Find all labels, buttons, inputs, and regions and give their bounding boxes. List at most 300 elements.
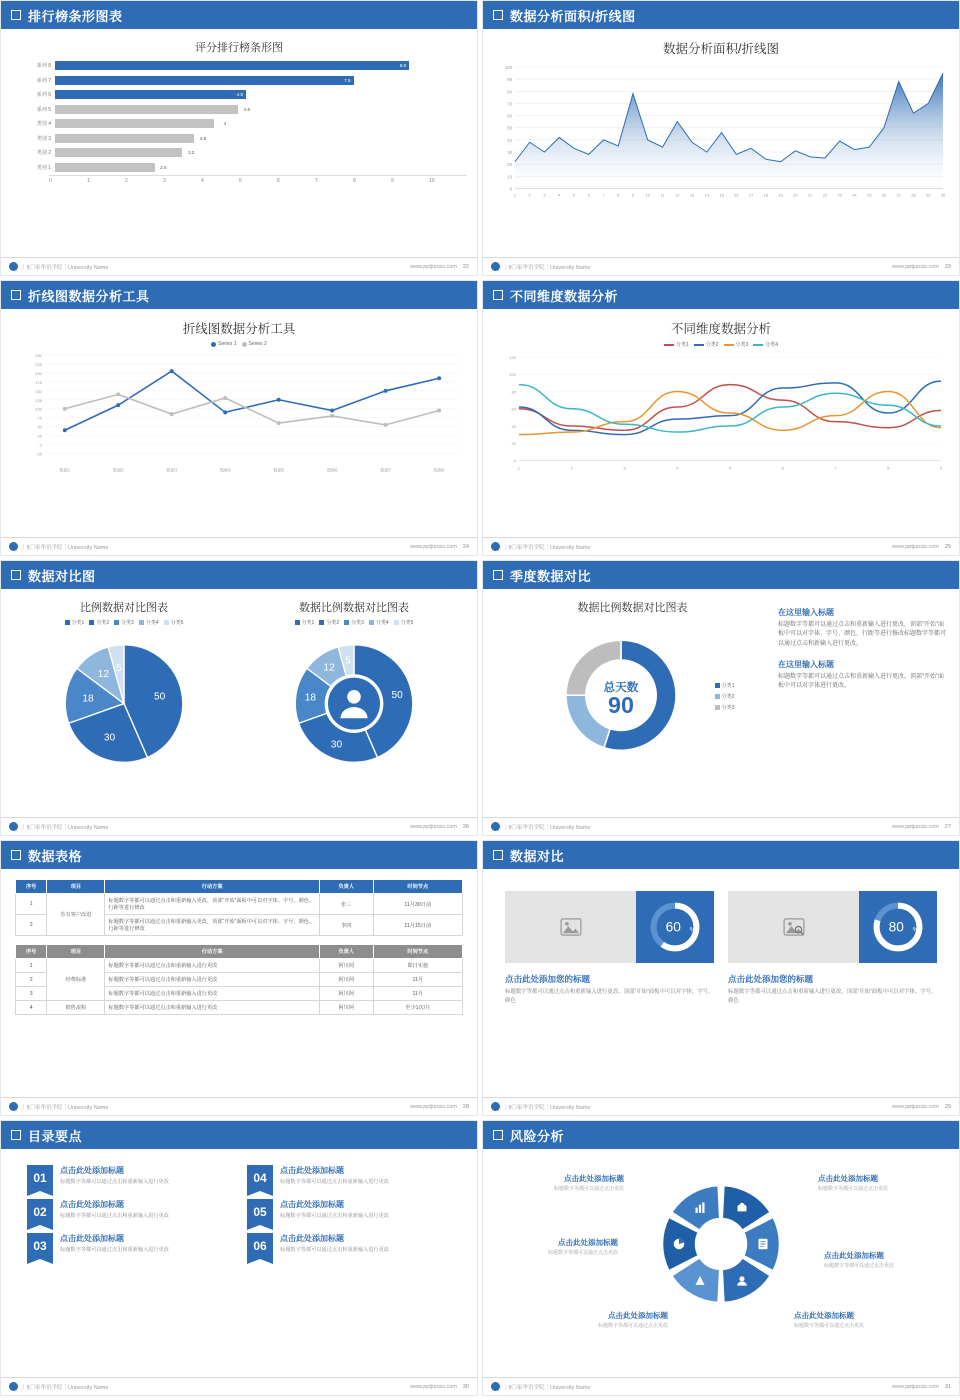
bar-value: 4.6: [243, 106, 251, 112]
legend-label: 分类4: [145, 620, 159, 626]
slide-area-line[interactable]: [482, 0, 960, 276]
table-cell: 标题数字等都可以通过点击和重新输入进行更改: [105, 959, 320, 973]
svg-text:150: 150: [35, 388, 42, 394]
percent-value: 60: [665, 919, 681, 935]
list-item-text: [280, 1199, 389, 1221]
svg-text:80: 80: [507, 89, 512, 95]
slide-line-tool[interactable]: [0, 280, 478, 556]
x-tick: 5: [239, 178, 242, 184]
risk-label-body: 标题数字等都可以通过点击更改: [553, 1186, 624, 1192]
risk-label-body: 标题数字等都可以通过点击更改: [794, 1323, 865, 1329]
slide-marker-icon: [493, 10, 503, 20]
list-item[interactable]: [247, 1233, 451, 1259]
legend-item: [114, 619, 134, 626]
footer-university: ｜§〇家华语学院｜University Name: [21, 1104, 109, 1111]
slide-footer: [483, 537, 959, 555]
slide-marker-icon: [493, 570, 503, 580]
table-cell: 标题数字等都可以通过点击和重新输入更改，顶部“开始”面板中可以对字体、字号、颜色、行距等进行修改: [105, 894, 320, 915]
list-item[interactable]: [247, 1165, 451, 1191]
bar-value: 3.5: [199, 135, 207, 141]
legend-swatch: [114, 620, 119, 625]
list-item-heading: 点击此处添加标题: [280, 1234, 344, 1243]
slide-marker-icon: [11, 850, 21, 860]
legend-item: [211, 341, 236, 347]
list-item-body: 标题数字等都可以通过点击和重新输入进行更改: [280, 1213, 389, 1219]
progress-ring-wrapper: [636, 891, 714, 963]
svg-text:75: 75: [37, 415, 42, 421]
slide-quarterly-comparison[interactable]: [482, 560, 960, 836]
list-item[interactable]: [27, 1199, 231, 1225]
list-item-heading: 点击此处添加标题: [280, 1166, 344, 1175]
list-item-text: [280, 1233, 389, 1255]
legend-label: Series 2: [248, 341, 267, 347]
footer-university: ｜§〇家华语学院｜University Name: [21, 1384, 109, 1391]
legend-label: 分类3: [351, 620, 364, 626]
university-logo-icon: [491, 542, 500, 551]
footer-university: ｜§〇家华语学院｜University Name: [21, 824, 109, 831]
svg-text:50: 50: [507, 125, 512, 131]
bar-row: [17, 161, 453, 174]
svg-text:20: 20: [793, 192, 798, 198]
footer-left: [491, 542, 590, 551]
svg-text:数据8: 数据8: [433, 467, 445, 473]
percent-suffix: %: [912, 926, 919, 934]
svg-text:100: 100: [509, 372, 516, 378]
list-item-text: [60, 1165, 169, 1187]
svg-text:18: 18: [763, 192, 769, 198]
x-tick: 9: [391, 178, 394, 184]
donut-center-label: 总天数: [603, 680, 639, 694]
slide-footer: [1, 1097, 477, 1115]
percent-suffix: %: [689, 926, 696, 934]
block-heading: 在这里输入标题: [778, 659, 835, 669]
chart-legend: [493, 341, 949, 348]
donut-and-text: [493, 595, 949, 795]
svg-text:5: 5: [728, 465, 732, 471]
slide-risk-analysis[interactable]: [482, 1120, 960, 1396]
table-header-row: [16, 880, 463, 894]
list-item[interactable]: [247, 1199, 451, 1225]
svg-text:30: 30: [330, 739, 343, 751]
table-cell: 阿川阿: [319, 1001, 373, 1015]
legend-swatch: [369, 620, 374, 625]
legend-item: [139, 619, 159, 626]
bar-row: [17, 117, 453, 130]
slide-header: [1, 561, 477, 589]
image-placeholder: [505, 891, 636, 963]
slide-header: [483, 561, 959, 589]
footer-left: [491, 822, 590, 831]
footer-url[interactable]: www.pptjunsis.com: [410, 263, 457, 270]
chart-title: 数据比例数据对比图表: [299, 602, 409, 614]
footer-url[interactable]: www.pptjunsis.com: [892, 1103, 939, 1110]
footer-left: [491, 1382, 590, 1391]
slide-percent-comparison[interactable]: [482, 840, 960, 1116]
slide-ranking-bar[interactable]: [0, 0, 478, 276]
bar-label: 系列 5: [36, 106, 51, 113]
footer-right: [892, 1104, 951, 1110]
footer-left: [9, 1102, 108, 1111]
bar-value: 2.5: [160, 164, 167, 170]
legend-item: [664, 341, 689, 348]
footer-university: ｜§〇家华语学院｜University Name: [503, 824, 591, 831]
svg-text:50: 50: [154, 691, 166, 703]
svg-text:100: 100: [504, 64, 512, 70]
image-placeholder: [728, 891, 859, 963]
slide-marker-icon: [11, 290, 21, 300]
legend-swatch: [715, 694, 720, 699]
svg-text:30: 30: [103, 732, 116, 744]
svg-text:25: 25: [866, 192, 872, 198]
slide-footer: [483, 1097, 959, 1115]
list-item-number: 01: [27, 1165, 53, 1191]
slide-header-title: 排行榜条形图表: [28, 8, 123, 24]
legend-label: 分类4: [375, 620, 389, 626]
risk-diagram: [493, 1155, 949, 1365]
bar-track: [55, 61, 453, 70]
svg-text:2: 2: [528, 192, 531, 198]
table-cell: 标题数字等都可以通过点击和重新输入进行更改: [105, 1001, 320, 1015]
svg-text:19: 19: [778, 192, 783, 198]
x-tick: 8: [353, 178, 356, 184]
svg-text:60: 60: [507, 113, 512, 119]
footer-url[interactable]: www.pptjunsis.com: [410, 823, 457, 830]
svg-text:6: 6: [587, 192, 590, 198]
table-cell: 经费标准: [47, 959, 105, 1001]
footer-url[interactable]: www.pptjunsis.com: [892, 1383, 939, 1390]
legend-swatch: [694, 344, 704, 346]
university-logo-icon: [9, 542, 18, 551]
legend-swatch: [715, 705, 720, 710]
slide-header-title: 风险分析: [510, 1128, 565, 1144]
chart-title: 评分排行榜条形图: [195, 42, 283, 54]
legend-label: 分类1: [71, 620, 85, 626]
svg-text:25: 25: [37, 433, 42, 439]
legend-swatch: [664, 344, 674, 346]
legend-label: Series 1: [218, 341, 237, 347]
legend-item: [242, 341, 267, 347]
footer-left: [491, 1102, 590, 1111]
bar-label: 类别 4: [36, 121, 51, 127]
chart-legend: [715, 682, 735, 715]
risk-label-body: 标题数字等都可以通过点击更改: [547, 1250, 618, 1256]
list-item[interactable]: [27, 1233, 231, 1259]
table-column-header: 行动方案: [105, 880, 320, 894]
risk-label: [818, 1173, 943, 1193]
svg-text:50: 50: [391, 689, 403, 701]
slide-header: [483, 841, 959, 869]
pie-right: [241, 595, 467, 792]
university-logo-icon: [491, 262, 500, 271]
svg-text:22: 22: [822, 192, 828, 198]
page-number: 26: [462, 823, 469, 830]
x-tick: 6: [277, 178, 280, 184]
image-icon: [560, 918, 582, 936]
bar-fill: [55, 61, 409, 70]
svg-text:250: 250: [35, 352, 42, 358]
svg-text:27: 27: [896, 192, 901, 198]
slide-footer: [1, 817, 477, 835]
svg-text:21: 21: [807, 192, 813, 198]
table-row[interactable]: [16, 1001, 463, 1015]
x-tick: 7: [315, 178, 318, 184]
doughnut-chart: [531, 619, 711, 778]
svg-text:18: 18: [304, 692, 317, 704]
legend-swatch: [394, 620, 399, 625]
horizontal-bar-chart: [11, 59, 467, 174]
slide-header: [1, 281, 477, 309]
risk-label-heading: 点击此处添加标题: [824, 1251, 884, 1260]
bar-track: [55, 134, 453, 143]
footer-url[interactable]: www.pptjunsis.com: [892, 543, 939, 550]
legend-swatch: [65, 620, 70, 625]
list-item-number: 04: [247, 1165, 273, 1191]
slide-header-title: 季度数据对比: [510, 568, 592, 584]
svg-text:5: 5: [345, 655, 351, 667]
svg-text:3: 3: [543, 192, 546, 198]
percent-card[interactable]: [505, 891, 714, 1005]
footer-right: [892, 544, 951, 550]
slide-header-title: 数据对比图: [28, 568, 96, 584]
cycle-diagram: [646, 1169, 796, 1319]
legend-swatch: [211, 342, 216, 347]
table-primary[interactable]: [15, 879, 463, 936]
footer-url[interactable]: www.pptjunsis.com: [892, 823, 939, 830]
list-item-body: 标题数字等都可以通过点击和重新输入进行更改: [60, 1247, 169, 1253]
slide-marker-icon: [493, 1130, 503, 1140]
risk-label: [824, 1250, 949, 1270]
legend-item: [394, 619, 414, 626]
card-visual: [728, 891, 937, 963]
block-body: 标题数字等都可以通过点击和重新输入进行更改，顶部“开始”面板中可以对字体、字号、颜色、行距等进行修改标题数字等都可以通过点击和新输入进行更改。: [778, 622, 947, 647]
svg-text:12: 12: [675, 192, 680, 198]
footer-right: [410, 1384, 469, 1390]
svg-text:90: 90: [507, 77, 512, 83]
legend-item: [89, 619, 109, 626]
legend-item: [715, 693, 735, 700]
bar-value: 8.9: [399, 63, 407, 68]
risk-label-heading: 点击此处添加标题: [564, 1174, 624, 1183]
svg-text:125: 125: [35, 397, 42, 403]
svg-text:30: 30: [507, 149, 512, 155]
bar-label: 系列 6: [36, 92, 51, 98]
percent-card[interactable]: [728, 891, 937, 1005]
list-item-text: [280, 1165, 389, 1187]
progress-ring: [645, 897, 705, 957]
list-item-number: 05: [247, 1199, 273, 1225]
table-cell: 3: [16, 987, 47, 1001]
legend-label: 分类3: [121, 620, 134, 626]
list-item-body: 标题数字等都可以通过点击和重新输入进行更改: [60, 1179, 169, 1185]
slide-footer: [1, 537, 477, 555]
slide-header: [1, 841, 477, 869]
svg-text:-25: -25: [36, 451, 42, 457]
table-cell: 1: [16, 959, 47, 973]
slide-catalog-points[interactable]: [0, 1120, 478, 1396]
bar-label: 系列 7: [36, 77, 51, 84]
footer-url[interactable]: www.pptjunsis.com: [410, 1383, 457, 1390]
svg-text:10: 10: [645, 192, 650, 198]
table-column-header: 行动方案: [105, 945, 320, 959]
slide-data-comparison-pies[interactable]: [0, 560, 478, 836]
svg-text:4: 4: [558, 192, 561, 198]
table-row[interactable]: [16, 894, 463, 915]
svg-text:数据3: 数据3: [166, 467, 178, 473]
svg-text:175: 175: [35, 379, 42, 385]
x-tick: 3: [163, 178, 166, 184]
svg-text:17: 17: [748, 192, 754, 198]
chart-legend: [11, 619, 237, 626]
svg-text:29: 29: [926, 192, 931, 198]
svg-text:11: 11: [660, 192, 665, 198]
svg-text:40: 40: [507, 137, 512, 143]
legend-item: [344, 619, 364, 626]
x-axis-line: [49, 175, 467, 176]
card-visual: [505, 891, 714, 963]
risk-label-body: 标题数字等都可以通过点击更改: [824, 1263, 895, 1269]
svg-text:1: 1: [513, 192, 517, 198]
footer-url[interactable]: www.pptjunsis.com: [410, 543, 457, 550]
card-heading: 点击此处添加您的标题: [728, 974, 814, 984]
footer-right: [410, 544, 469, 550]
table-row[interactable]: [16, 959, 463, 973]
svg-text:18: 18: [82, 693, 94, 705]
svg-text:9: 9: [939, 465, 943, 471]
svg-text:0: 0: [39, 442, 42, 448]
list-item-heading: 点击此处添加标题: [60, 1166, 124, 1175]
legend-label: 分类1: [721, 682, 735, 689]
bar-track: [55, 163, 453, 172]
table-cell: 11月15日前: [373, 915, 462, 936]
table-cell: 11月: [373, 973, 462, 987]
table-cell: 阿川阿: [319, 959, 373, 973]
legend-swatch: [139, 620, 144, 625]
block-body: 标题数字等都可以通过点击和重新输入进行更改，顶部“开始”面板中可以对字体进行更改。: [778, 673, 945, 690]
slide-body: [483, 869, 959, 1097]
footer-university: ｜§〇家华语学院｜University Name: [503, 544, 591, 551]
slide-body: [483, 589, 959, 817]
bar-fill: [55, 163, 167, 172]
svg-text:15: 15: [719, 192, 724, 198]
legend-swatch: [724, 344, 734, 346]
legend-swatch: [164, 620, 169, 625]
doughnut-chart: [241, 629, 467, 787]
footer-right: [410, 1104, 469, 1110]
list-item-body: 标题数字等都可以通过点击和重新输入进行更改: [280, 1247, 389, 1253]
footer-university: ｜§〇家华语学院｜University Name: [21, 544, 109, 551]
x-tick: 0: [49, 178, 52, 184]
page-number: 25: [944, 543, 951, 550]
table-cell: 2: [16, 973, 47, 987]
slide-marker-icon: [493, 290, 503, 300]
svg-text:225: 225: [35, 361, 42, 367]
line-chart: [11, 350, 467, 484]
svg-text:0: 0: [513, 458, 516, 464]
page-number: 23: [944, 263, 951, 270]
university-logo-icon: [491, 1102, 500, 1111]
footer-left: [9, 1382, 108, 1391]
legend-label: 分类2: [721, 693, 735, 700]
donut-center-value: 90: [607, 692, 634, 719]
risk-label-body: 标题数字等都可以通过点击更改: [818, 1186, 889, 1192]
bar-value: 4.8: [236, 92, 244, 97]
multi-line-chart: [493, 351, 949, 490]
bar-row: [17, 146, 453, 159]
legend-label: 分类1: [301, 620, 315, 626]
x-axis-ticks: [11, 178, 467, 184]
svg-text:7: 7: [602, 192, 605, 198]
bar-label: 类别 2: [36, 150, 51, 156]
slide-body: [1, 1149, 477, 1377]
list-item-text: [60, 1199, 169, 1221]
svg-text:数据1: 数据1: [59, 467, 71, 473]
bar-fill: [55, 105, 251, 114]
bar-label: 类别 1: [36, 164, 51, 171]
footer-left: [491, 262, 590, 271]
table-column-header: 时间节点: [373, 945, 462, 959]
slide-body: [483, 1149, 959, 1377]
area-chart: [493, 61, 949, 220]
svg-text:10: 10: [507, 174, 512, 180]
legend-label: 分类5: [170, 620, 184, 626]
slide-multi-dimension[interactable]: [482, 280, 960, 556]
chart-legend: [11, 341, 467, 347]
svg-text:13: 13: [689, 192, 695, 198]
legend-label: 分类2: [705, 342, 719, 348]
list-item-number: 02: [27, 1199, 53, 1225]
list-item[interactable]: [27, 1165, 231, 1191]
footer-left: [9, 822, 108, 831]
university-logo-icon: [9, 822, 18, 831]
legend-swatch: [242, 342, 247, 347]
svg-text:100: 100: [35, 406, 42, 412]
bar-fill: [55, 90, 246, 99]
svg-text:5: 5: [116, 662, 122, 674]
svg-text:9: 9: [631, 192, 635, 198]
slide-header: [483, 1, 959, 29]
chart-title: 数据比例数据对比图表: [577, 602, 688, 614]
table-cell: 阿川阿: [319, 973, 373, 987]
risk-label: [794, 1310, 919, 1330]
x-tick: 2: [125, 178, 128, 184]
table-cell: 张三: [319, 894, 373, 915]
svg-text:20: 20: [511, 441, 516, 447]
legend-item: [65, 619, 85, 626]
svg-text:14: 14: [704, 192, 710, 198]
slide-footer: [483, 1377, 959, 1395]
list-item-body: 标题数字等都可以通过点击和重新输入进行更改: [280, 1179, 389, 1185]
table-cell: 销售流程: [47, 1001, 105, 1015]
table-secondary[interactable]: [15, 944, 463, 1015]
footer-url[interactable]: www.pptjunsis.com: [892, 263, 939, 270]
table-column-header: 序号: [16, 945, 47, 959]
legend-item: [369, 619, 389, 626]
svg-text:30: 30: [940, 192, 946, 198]
footer-url[interactable]: www.pptjunsis.com: [410, 1103, 457, 1110]
bar-fill: [55, 134, 207, 143]
svg-text:数据2: 数据2: [112, 467, 124, 473]
slide-body: [1, 309, 477, 537]
risk-label-heading: 点击此处添加标题: [558, 1238, 618, 1247]
slide-header-title: 数据分析面积/折线图: [510, 8, 636, 24]
footer-university: ｜§〇家华语学院｜University Name: [503, 264, 591, 271]
table-cell: 李四: [319, 915, 373, 936]
legend-item: [724, 341, 749, 348]
slide-data-table[interactable]: [0, 840, 478, 1116]
donut-column: [493, 595, 772, 795]
risk-label-heading: 点击此处添加标题: [794, 1311, 854, 1320]
list-item-number: 06: [247, 1233, 273, 1259]
